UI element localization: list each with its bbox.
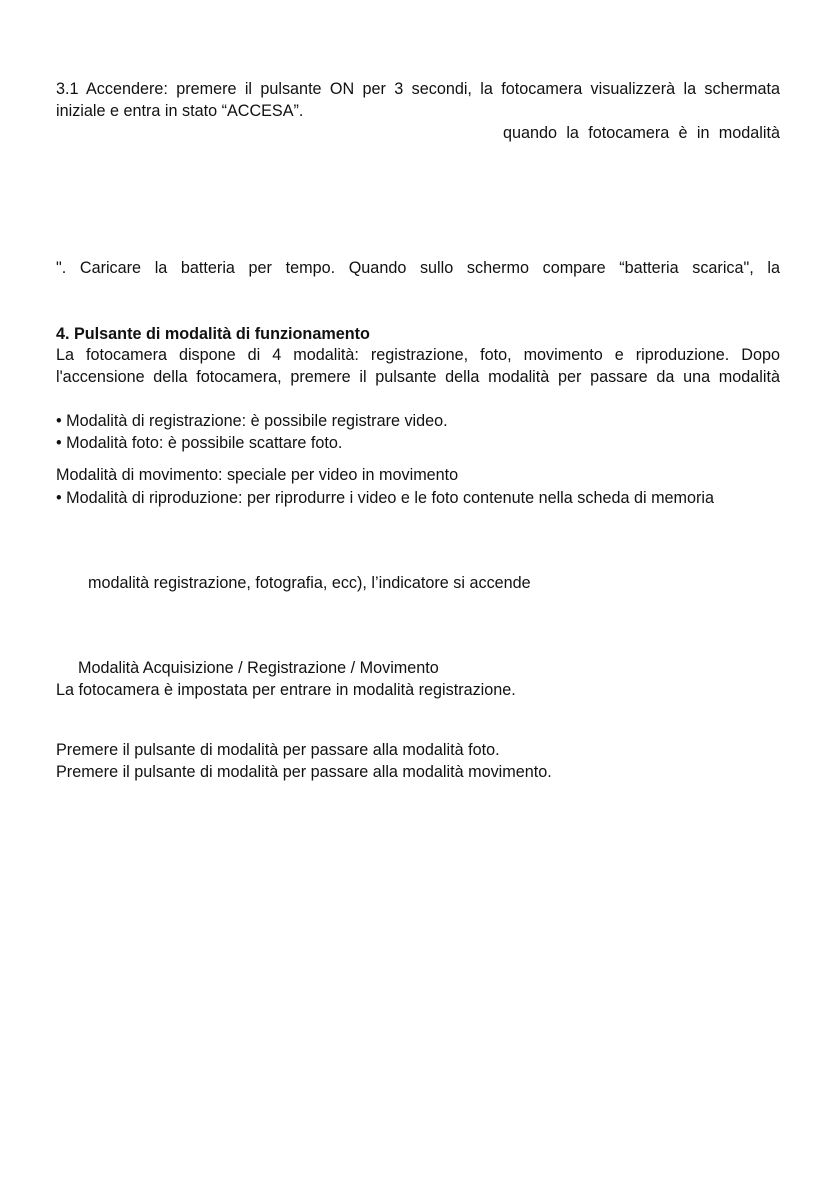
modes-intro-line-1: La fotocamera dispone di 4 modalità: registrazione, foto, movimento e riproduzione. Dopo	[56, 346, 780, 364]
bullet-riproduzione: • Modalità di riproduzione: per riprodurre i video e le foto contenute nella scheda di memoria	[56, 489, 715, 507]
acquisition-mode-line: La fotocamera è impostata per entrare in modalità registrazione.	[56, 681, 516, 699]
battery-charge-line: ". Caricare la batteria per tempo. Quando sullo schermo compare “batteria scarica", la	[56, 259, 780, 277]
modes-intro-line-2: l'accensione della fotocamera, premere il pulsante della modalità per passare da una modalità	[56, 368, 780, 386]
section-4-heading: 4. Pulsante di modalità di funzionamento	[56, 325, 370, 343]
acquisition-mode-title: Modalità Acquisizione / Registrazione / Movimento	[78, 659, 439, 677]
step-movement-mode: Premere il pulsante di modalità per passare alla modalità movimento.	[56, 763, 552, 781]
battery-line-fragment: quando la fotocamera è in modalità	[503, 124, 780, 142]
bullet-registrazione: • Modalità di registrazione: è possibile registrare video.	[56, 412, 448, 430]
bullet-movimento: Modalità di movimento: speciale per video in movimento	[56, 466, 459, 484]
bullet-foto: • Modalità foto: è possibile scattare foto.	[56, 434, 343, 452]
indicator-line: modalità registrazione, fotografia, ecc), l’indicatore si accende	[88, 574, 531, 592]
step-photo-mode: Premere il pulsante di modalità per passare alla modalità foto.	[56, 741, 500, 759]
accendere-line-2: iniziale e entra in stato “ACCESA”.	[56, 102, 304, 120]
accendere-line-1: 3.1 Accendere: premere il pulsante ON per 3 secondi, la fotocamera visualizzerà la schermata	[56, 80, 780, 98]
